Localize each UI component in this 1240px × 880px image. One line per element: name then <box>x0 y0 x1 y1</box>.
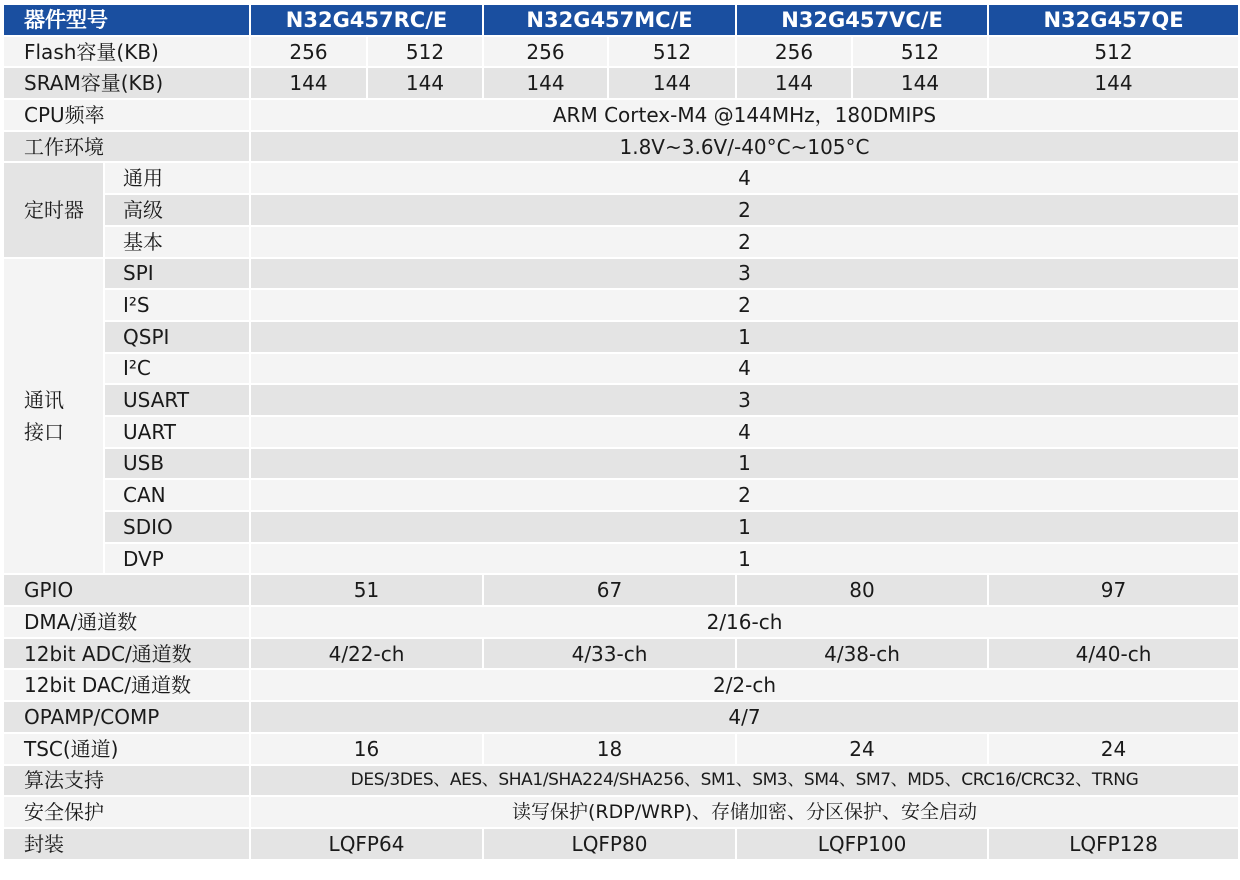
cell-value: 512 <box>852 36 988 68</box>
cell-value: 67 <box>483 574 736 606</box>
env-row <box>3 131 1239 163</box>
cell-value: 2 <box>250 479 1239 511</box>
comm-row <box>3 258 1239 290</box>
cell-value: LQFP128 <box>988 828 1239 860</box>
cell-value: 1 <box>250 511 1239 543</box>
timer-row <box>3 226 1239 258</box>
cell-value: 144 <box>250 67 367 99</box>
comm-row <box>3 479 1239 511</box>
group-label-timer: 定时器 <box>3 162 104 257</box>
sub-label: USB <box>104 448 250 480</box>
cell-value: 3 <box>250 384 1239 416</box>
cell-value: 256 <box>250 36 367 68</box>
header-row <box>3 4 1239 36</box>
timer-row <box>3 194 1239 226</box>
model-header: N32G457MC/E <box>483 4 736 36</box>
sub-label: I²C <box>104 353 250 385</box>
cell-value: 144 <box>852 67 988 99</box>
cell-value: DES/3DES、AES、SHA1/SHA224/SHA256、SM1、SM3、SM4、SM7、MD5、CRC16/CRC32、TRNG <box>250 765 1239 797</box>
cell-value: 512 <box>367 36 483 68</box>
cell-value: 1.8V~3.6V/-40°C~105°C <box>250 131 1239 163</box>
cell-value: 144 <box>988 67 1239 99</box>
tsc-row <box>3 733 1239 765</box>
gpio-row <box>3 574 1239 606</box>
cell-value: 144 <box>367 67 483 99</box>
spec-table <box>2 3 1240 861</box>
cell-value: 51 <box>250 574 483 606</box>
cell-value: ARM Cortex-M4 @144MHz，180DMIPS <box>250 99 1239 131</box>
cell-value: 读写保护(RDP/WRP)、存储加密、分区保护、安全启动 <box>250 796 1239 828</box>
algo-row <box>3 765 1239 797</box>
cell-value: 1 <box>250 321 1239 353</box>
cell-value: 18 <box>483 733 736 765</box>
cell-value: 2/16-ch <box>250 606 1239 638</box>
row-label: 12bit DAC/通道数 <box>3 669 250 701</box>
cell-value: 4 <box>250 416 1239 448</box>
cell-value: 3 <box>250 258 1239 290</box>
row-label: CPU频率 <box>3 99 250 131</box>
row-label: OPAMP/COMP <box>3 701 250 733</box>
cell-value: 144 <box>608 67 736 99</box>
row-label: SRAM容量(KB) <box>3 67 250 99</box>
comm-row <box>3 384 1239 416</box>
cell-value: 4/40-ch <box>988 638 1239 670</box>
cell-value: 4/7 <box>250 701 1239 733</box>
cell-value: 2 <box>250 194 1239 226</box>
row-label: Flash容量(KB) <box>3 36 250 68</box>
group-label-line: 接口 <box>24 419 64 444</box>
cpu-row <box>3 99 1239 131</box>
cell-value: 2 <box>250 226 1239 258</box>
cell-value: 256 <box>483 36 608 68</box>
comm-row <box>3 448 1239 480</box>
cell-value: 1 <box>250 448 1239 480</box>
sub-label: SPI <box>104 258 250 290</box>
opamp-row <box>3 701 1239 733</box>
row-label: 安全保护 <box>3 796 250 828</box>
cell-value: 4 <box>250 353 1239 385</box>
cell-value: 97 <box>988 574 1239 606</box>
sub-label: 通用 <box>104 162 250 194</box>
cell-value: 4 <box>250 162 1239 194</box>
timer-row <box>3 162 1239 194</box>
comm-row <box>3 289 1239 321</box>
group-label-comm <box>3 258 104 575</box>
cell-value: 4/38-ch <box>736 638 988 670</box>
comm-row <box>3 416 1239 448</box>
cell-value: 144 <box>483 67 608 99</box>
cell-value: 4/22-ch <box>250 638 483 670</box>
sub-label: UART <box>104 416 250 448</box>
cell-value: 4/33-ch <box>483 638 736 670</box>
sub-label: 基本 <box>104 226 250 258</box>
row-label: 封装 <box>3 828 250 860</box>
row-label: 工作环境 <box>3 131 250 163</box>
cell-value: 16 <box>250 733 483 765</box>
sub-label: USART <box>104 384 250 416</box>
cell-value: 512 <box>608 36 736 68</box>
comm-row <box>3 543 1239 575</box>
cell-value: 80 <box>736 574 988 606</box>
cell-value: LQFP80 <box>483 828 736 860</box>
device-label: 器件型号 <box>3 4 250 36</box>
sub-label: 高级 <box>104 194 250 226</box>
row-label: 算法支持 <box>3 765 250 797</box>
package-row <box>3 828 1239 860</box>
sub-label: CAN <box>104 479 250 511</box>
cell-value: LQFP64 <box>250 828 483 860</box>
cell-value: 1 <box>250 543 1239 575</box>
comm-row <box>3 353 1239 385</box>
dac-row <box>3 669 1239 701</box>
adc-row <box>3 638 1239 670</box>
cell-value: 512 <box>988 36 1239 68</box>
cell-value: 24 <box>736 733 988 765</box>
group-label-line: 通讯 <box>24 387 64 412</box>
sub-label: QSPI <box>104 321 250 353</box>
sub-label: SDIO <box>104 511 250 543</box>
flash-row <box>3 36 1239 68</box>
comm-row <box>3 321 1239 353</box>
cell-value: 2 <box>250 289 1239 321</box>
cell-value: 256 <box>736 36 852 68</box>
row-label: TSC(通道) <box>3 733 250 765</box>
row-label: DMA/通道数 <box>3 606 250 638</box>
model-header: N32G457QE <box>988 4 1239 36</box>
sub-label: I²S <box>104 289 250 321</box>
cell-value: LQFP100 <box>736 828 988 860</box>
cell-value: 2/2-ch <box>250 669 1239 701</box>
row-label: 12bit ADC/通道数 <box>3 638 250 670</box>
cell-value: 24 <box>988 733 1239 765</box>
row-label: GPIO <box>3 574 250 606</box>
sram-row <box>3 67 1239 99</box>
security-row <box>3 796 1239 828</box>
sub-label: DVP <box>104 543 250 575</box>
comm-row <box>3 511 1239 543</box>
model-header: N32G457VC/E <box>736 4 988 36</box>
cell-value: 144 <box>736 67 852 99</box>
model-header: N32G457RC/E <box>250 4 483 36</box>
dma-row <box>3 606 1239 638</box>
